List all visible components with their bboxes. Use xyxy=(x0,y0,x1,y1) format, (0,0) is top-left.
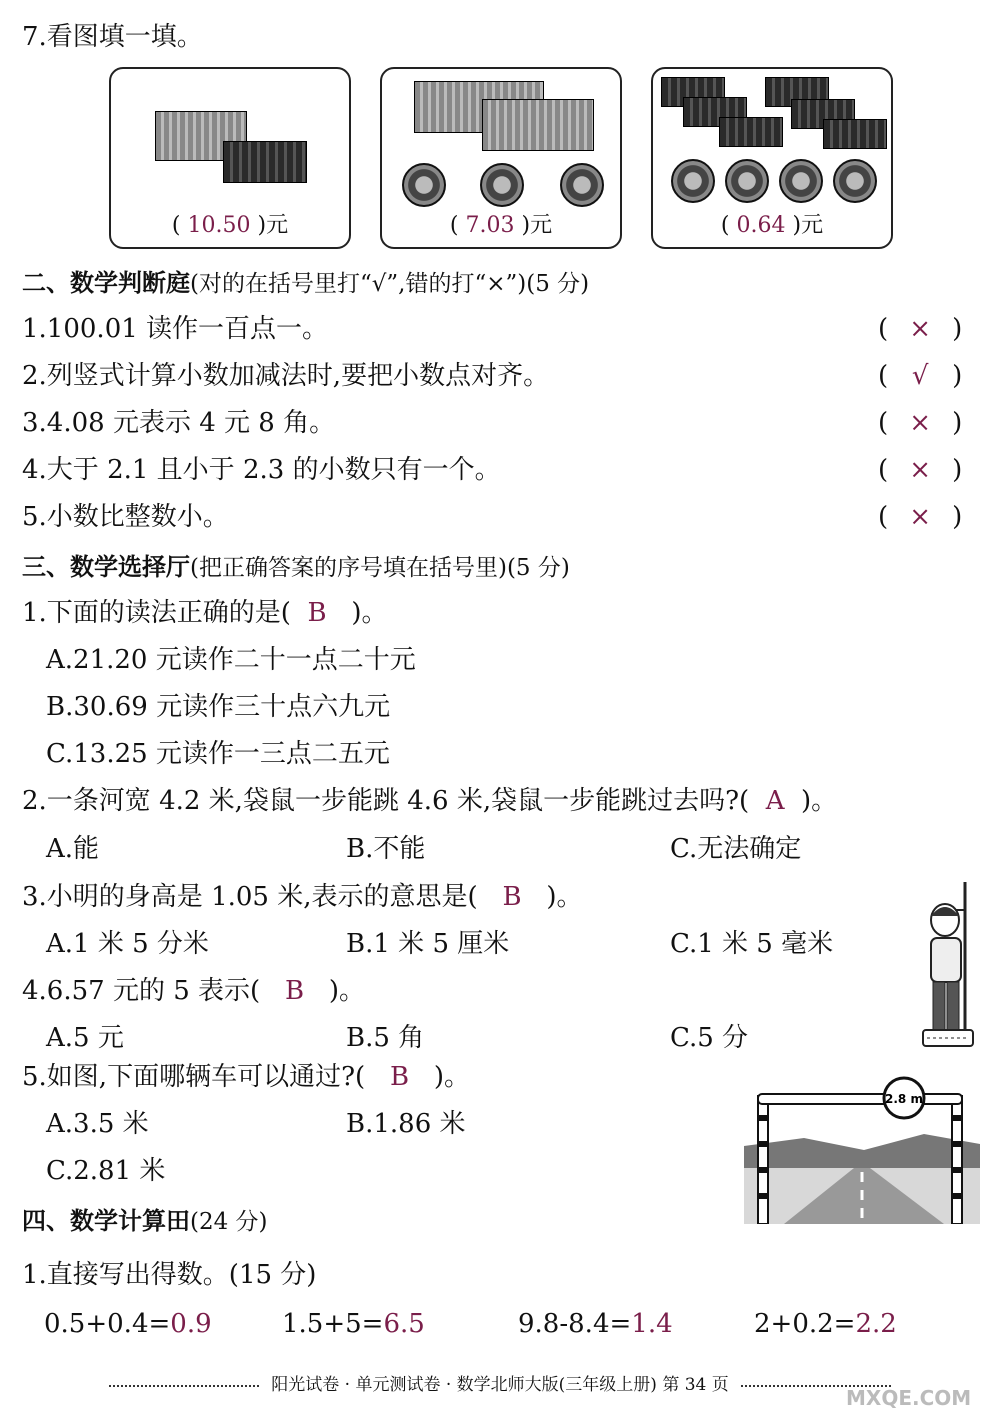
calc-item-2: 1.5+5=6.5 xyxy=(282,1309,425,1339)
section-2-heading: 二、数学判断庭(对的在括号里打“√”,错的打“×”)(5 分) xyxy=(22,269,590,297)
coin-image xyxy=(671,159,715,203)
choice-q3-option-b: B.1 米 5 厘米 xyxy=(346,929,510,959)
choice-q2-option-c: C.无法确定 xyxy=(670,834,802,864)
calc-item-3: 9.8-8.4=1.4 xyxy=(518,1309,673,1339)
height-limit-gate-illustration xyxy=(744,1068,980,1224)
footer-divider xyxy=(109,1385,259,1387)
choice-q5-option-c: C.2.81 米 xyxy=(46,1156,166,1186)
choice-q4-option-b: B.5 角 xyxy=(346,1023,425,1053)
footer-text: 阳光试卷 · 单元测试卷 · 数学北师大版(三年级上册) 第 34 页 xyxy=(271,1375,729,1395)
section-3-heading: 三、数学选择厅(把正确答案的序号填在括号里)(5 分) xyxy=(22,553,570,581)
choice-q3-option-a: A.1 米 5 分米 xyxy=(46,929,209,959)
choice-q4-option-c: C.5 分 xyxy=(670,1023,749,1053)
banknote-image xyxy=(223,141,307,183)
choice-q5: 5.如图,下面哪辆车可以通过?( B )。 xyxy=(22,1062,471,1092)
choice-q2-option-b: B.不能 xyxy=(346,834,426,864)
choice-q2-option-a: A.能 xyxy=(46,834,100,864)
q7-title: 7.看图填一填。 xyxy=(22,22,203,52)
choice-q4: 4.6.57 元的 5 表示( B )。 xyxy=(22,976,366,1006)
choice-q1-option-b: B.30.69 元读作三十点六九元 xyxy=(46,692,391,722)
choice-q3-option-c: C.1 米 5 毫米 xyxy=(670,929,834,959)
page-footer xyxy=(30,1370,970,1395)
judge-answer-3: ( × ) xyxy=(878,408,963,438)
calc-item-1: 0.5+0.4=0.9 xyxy=(44,1309,212,1339)
banknote-image xyxy=(482,99,594,151)
calc-q1: 1.直接写出得数。(15 分) xyxy=(22,1260,317,1290)
coin-image xyxy=(480,163,524,207)
judge-item-3: 3.4.08 元表示 4 元 8 角。 xyxy=(22,408,336,438)
money-box-2 xyxy=(380,67,622,249)
coin-image xyxy=(725,159,769,203)
banknote-image xyxy=(823,119,887,149)
money-answer-2: ( 7.03 )元 xyxy=(449,213,553,238)
section-4-heading: 四、数学计算田(24 分) xyxy=(22,1207,268,1235)
choice-q5-option-a: A.3.5 米 xyxy=(46,1109,149,1139)
choice-q2: 2.一条河宽 4.2 米,袋鼠一步能跳 4.6 米,袋鼠一步能跳过去吗?( A )。 xyxy=(22,786,838,816)
gate-height-label: 2.8 m xyxy=(885,1092,923,1106)
choice-q5-option-b: B.1.86 米 xyxy=(346,1109,466,1139)
choice-q1-option-c: C.13.25 元读作一三点二五元 xyxy=(46,739,390,769)
choice-q1: 1.下面的读法正确的是( B )。 xyxy=(22,598,388,628)
coin-image xyxy=(833,159,877,203)
money-answer-1: ( 10.50 )元 xyxy=(171,213,289,238)
judge-item-4: 4.大于 2.1 且小于 2.3 的小数只有一个。 xyxy=(22,455,501,485)
choice-q3: 3.小明的身高是 1.05 米,表示的意思是( B )。 xyxy=(22,882,583,912)
choice-q1-option-a: A.21.20 元读作二十一点二十元 xyxy=(46,645,416,675)
judge-answer-5: ( × ) xyxy=(878,502,963,532)
calc-item-4: 2+0.2=2.2 xyxy=(754,1309,897,1339)
coin-image xyxy=(560,163,604,207)
coin-image xyxy=(402,163,446,207)
money-box-1 xyxy=(109,67,351,249)
money-box-3 xyxy=(651,67,893,249)
banknote-image xyxy=(719,117,783,147)
coin-image xyxy=(779,159,823,203)
judge-item-2: 2.列竖式计算小数加减法时,要把小数点对齐。 xyxy=(22,361,550,391)
judge-item-5: 5.小数比整数小。 xyxy=(22,502,229,532)
choice-q4-option-a: A.5 元 xyxy=(46,1023,124,1053)
judge-answer-4: ( × ) xyxy=(878,455,963,485)
boy-height-illustration xyxy=(905,880,990,1060)
watermark: MXQE.COM xyxy=(846,1386,972,1410)
judge-answer-1: ( × ) xyxy=(878,314,963,344)
judge-answer-2: ( √ ) xyxy=(878,361,963,391)
judge-item-1: 1.100.01 读作一百点一。 xyxy=(22,314,329,344)
money-answer-3: ( 0.64 )元 xyxy=(720,213,824,238)
